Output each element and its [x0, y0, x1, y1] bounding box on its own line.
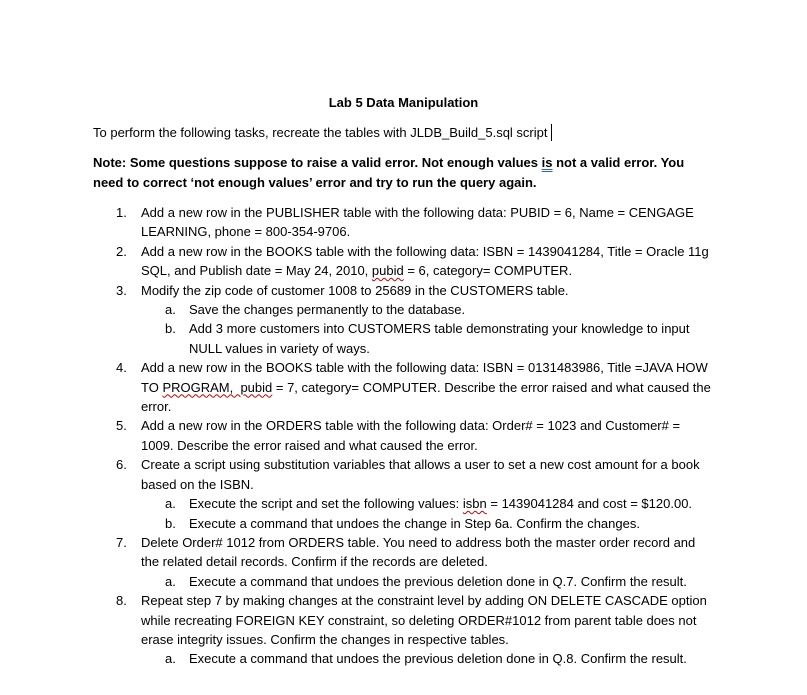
list-item: [0, 281, 715, 300]
list-item: [0, 358, 715, 416]
item-letter: b.: [165, 515, 176, 531]
item-letter: a.: [165, 496, 176, 512]
sub-list-item: [0, 300, 715, 319]
item-number: 8.: [116, 593, 127, 609]
sub-list-item: [0, 649, 715, 668]
item-text: Add 3 more customers into CUSTOMERS table demonstrating your knowledge to input NULL values in variety of ways.: [189, 321, 690, 356]
list-item: [0, 591, 715, 649]
task-list: [0, 203, 807, 669]
item-text: Save the changes permanently to the database.: [189, 302, 466, 318]
note-text-part2: not a valid error. You need to correct ‘not enough values’ error and try to run the query again.: [93, 155, 685, 190]
note-text-part1: Note: Some questions suppose to raise a valid error. Not enough values: [93, 155, 542, 170]
sub-list-item: [0, 319, 715, 358]
item-number: 1.: [116, 205, 127, 220]
intro-paragraph: [93, 124, 552, 142]
sub-list-item: [0, 514, 715, 533]
item-text: Add a new row in the PUBLISHER table with the following data: PUBID = 6, Name = CENGAGE LEARNING, phone = 800-354-9706.: [141, 205, 694, 240]
spelling-flagged-word[interactable]: isbn: [462, 496, 487, 512]
list-item: [0, 533, 715, 572]
item-text: Execute the script and set the following values:: [189, 496, 463, 512]
item-text: Repeat step 7 by making changes at the constraint level by adding ON DELETE CASCADE option while recreating FOREIGN KEY constraint, so deleting ORDER#1012 from parent table does not erase integrity issues. Confirm the changes in respective tables.: [141, 593, 707, 647]
item-text: Modify the zip code of customer 1008 to 25689 in the CUSTOMERS table.: [141, 282, 569, 298]
sub-list-item: [0, 494, 715, 513]
item-text: Create a script using substitution variables that allows a user to set a new cost amount for a book based on the ISBN.: [141, 457, 700, 492]
spelling-flagged-word[interactable]: pubid: [371, 263, 404, 279]
item-number: 3.: [116, 282, 127, 298]
item-number: 2.: [116, 243, 127, 259]
list-item: [0, 203, 715, 242]
note-paragraph: [93, 153, 718, 192]
document-title: Lab 5 Data Manipulation: [328, 95, 479, 110]
item-text: = 1439041284 and cost = $120.00.: [486, 496, 693, 512]
item-letter: b.: [165, 321, 176, 337]
item-text: Execute a command that undoes the change in Step 6a. Confirm the changes.: [189, 515, 640, 531]
item-letter: a.: [165, 302, 176, 318]
spelling-flagged-phrase[interactable]: PROGRAM, pubid: [162, 379, 273, 395]
item-letter: a.: [165, 651, 176, 667]
list-item: [0, 416, 715, 455]
item-text: Add a new row in the BOOKS table with the following data: ISBN = 0131483986, Title =JAVA HOW TO: [141, 360, 708, 395]
item-text: = 6, category= COMPUTER.: [403, 263, 573, 279]
item-text: Add a new row in the BOOKS table with the following data: ISBN = 1439041284, Title = Oracle 11g SQL, and Publish date = May 24, 2010,: [141, 243, 709, 279]
item-text: Execute a command that undoes the previous deletion done in Q.8. Confirm the result.: [189, 651, 687, 667]
intro-text: To perform the following tasks, recreate the tables with JLDB_Build_5.sql script: [93, 125, 548, 140]
item-text: Execute a command that undoes the previous deletion done in Q.7. Confirm the result.: [189, 573, 687, 589]
list-item: [0, 242, 715, 281]
item-letter: a.: [165, 573, 176, 589]
item-text: Add a new row in the ORDERS table with the following data: Order# = 1023 and Customer# = 1009. Describe the error raised and what caused the error.: [141, 418, 681, 453]
sub-list-item: [0, 572, 715, 591]
item-number: 6.: [116, 457, 127, 473]
item-text: = 7, category= COMPUTER. Describe the error raised and what caused the error.: [141, 379, 711, 415]
item-text: Delete Order# 1012 from ORDERS table. You need to address both the master order record and the related detail records. Confirm if the records are deleted.: [141, 534, 696, 570]
text-cursor: [551, 124, 552, 141]
item-number: 5.: [116, 418, 127, 434]
item-number: 4.: [116, 360, 127, 376]
item-number: 7.: [116, 534, 127, 550]
list-item: [0, 455, 715, 494]
grammar-flagged-word[interactable]: is: [541, 155, 553, 170]
